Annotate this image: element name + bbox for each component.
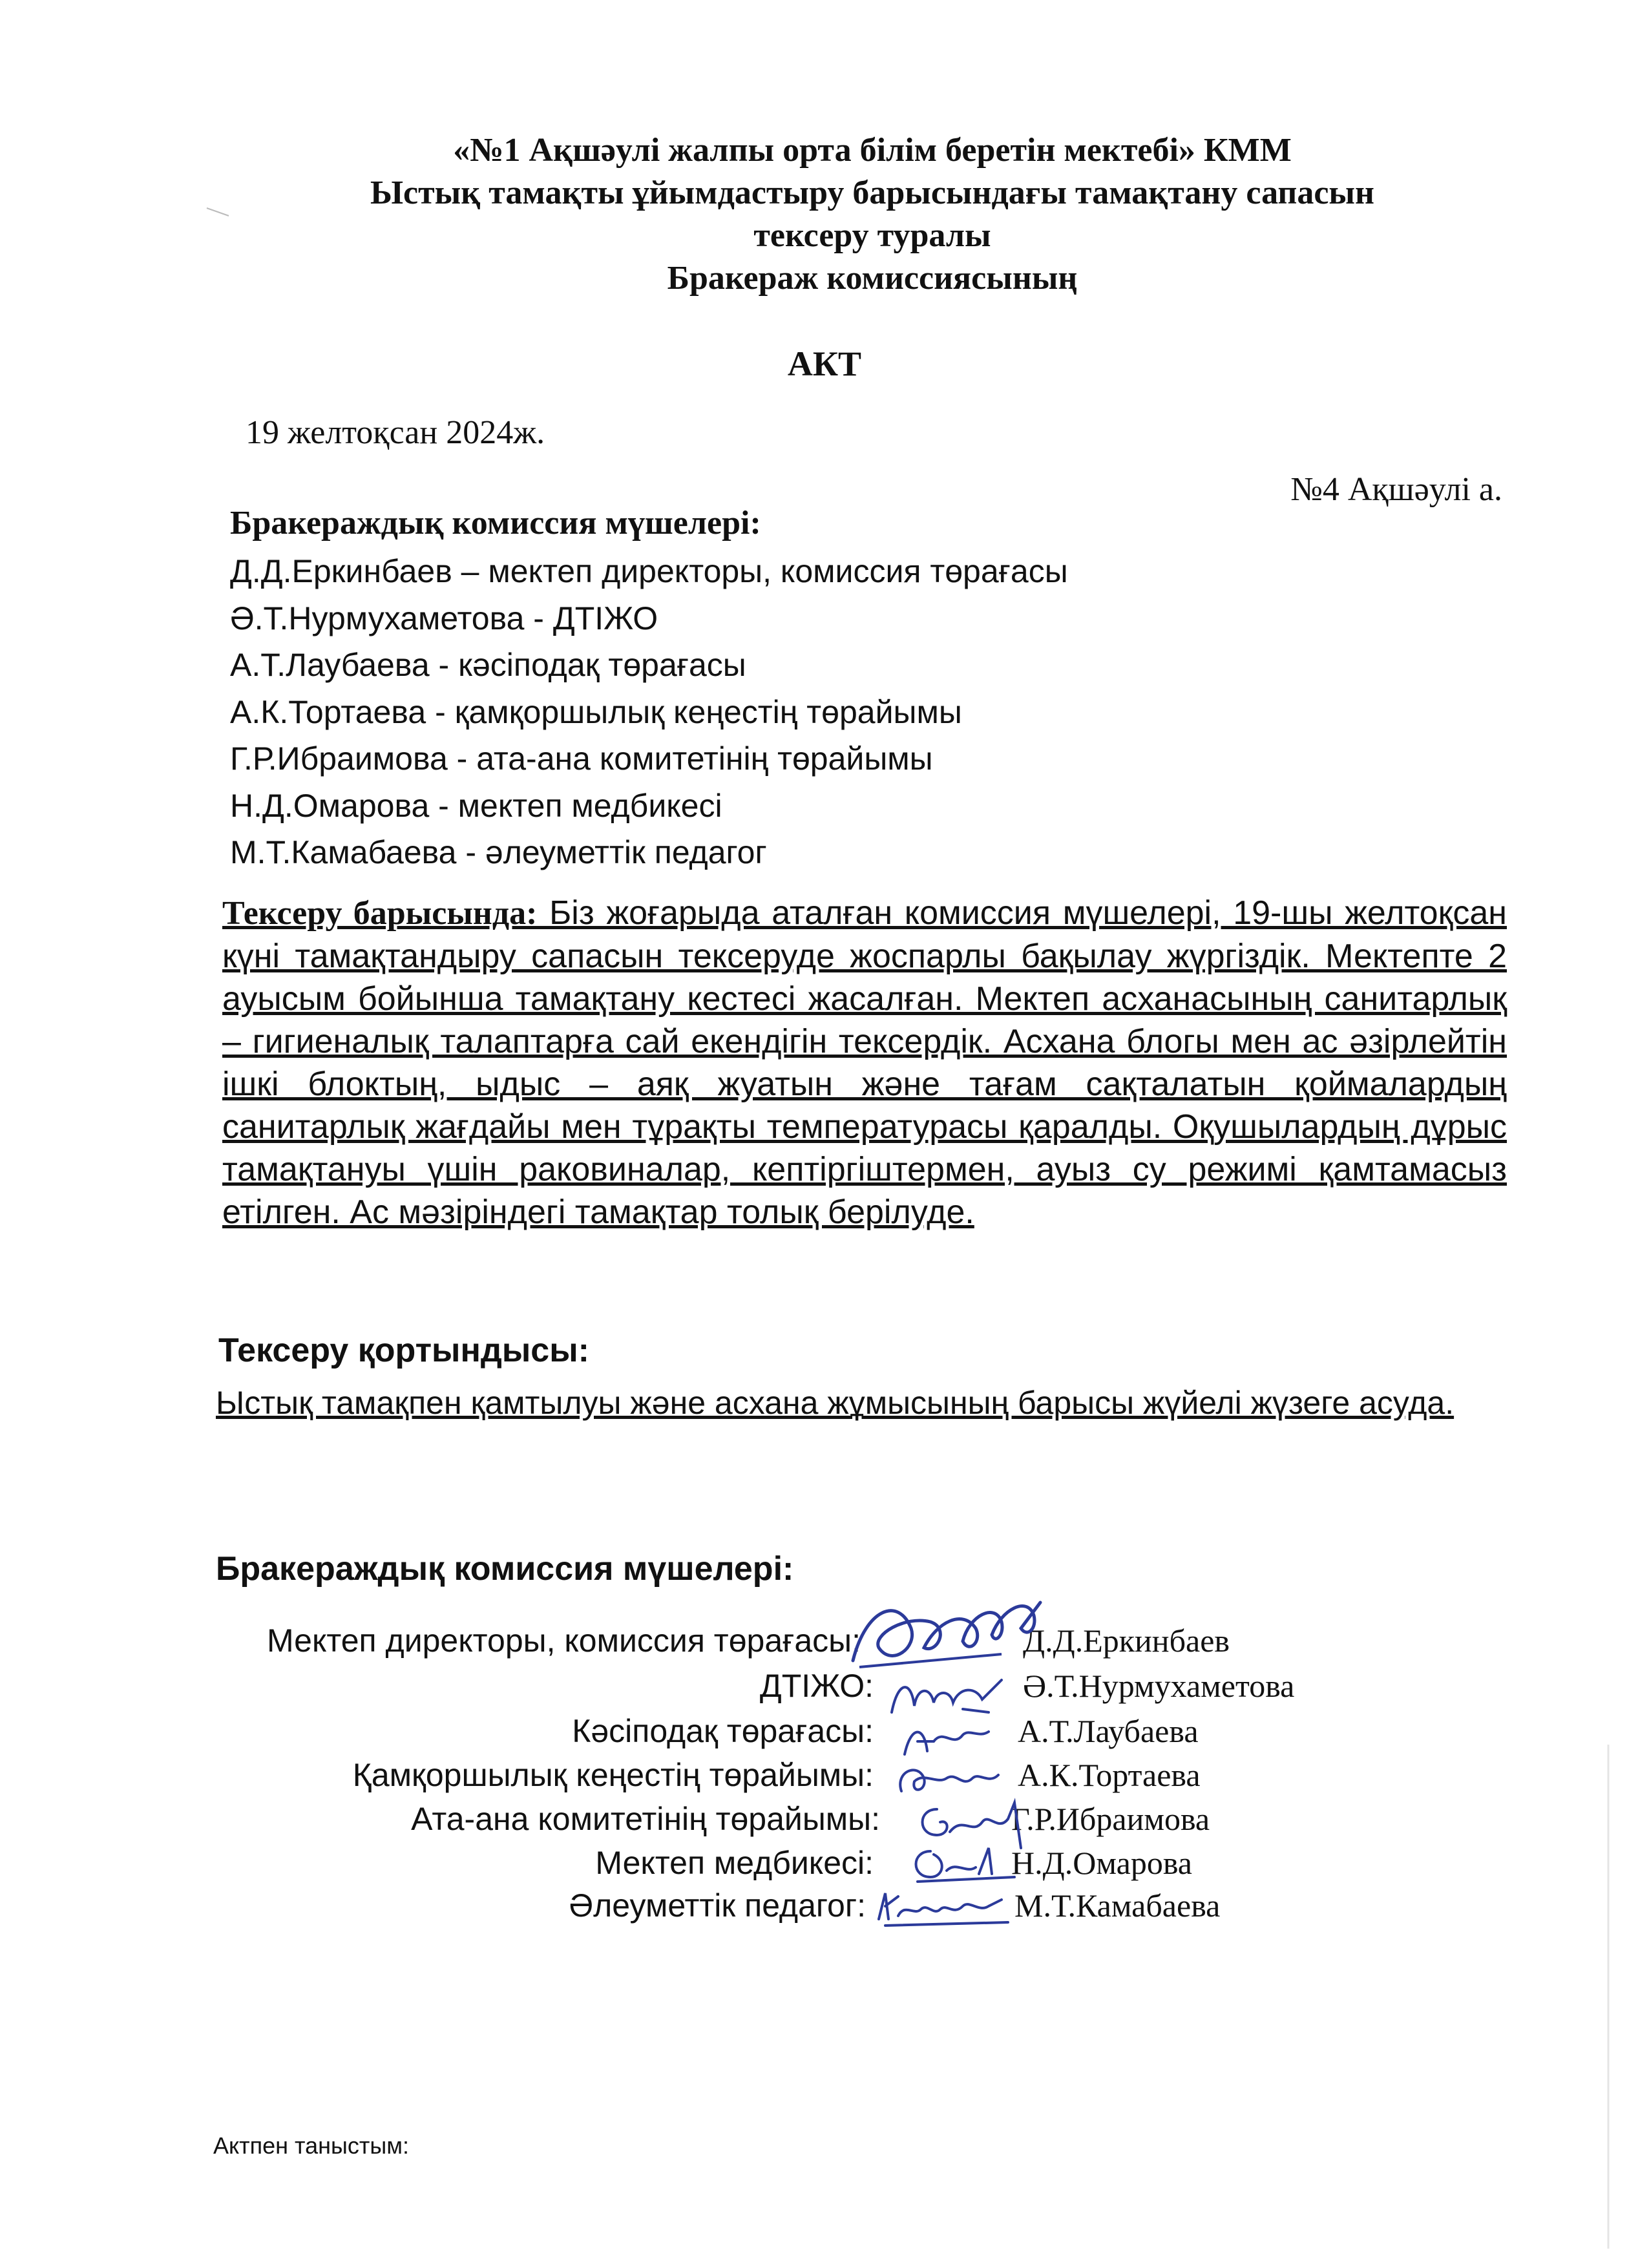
signature-mark [898, 1719, 995, 1764]
member-item: А.Т.Лаубаева - кәсіподақ төрағасы [230, 647, 746, 683]
signature-name: М.Т.Камабаева [1014, 1887, 1221, 1924]
members-title: Бракераждық комиссия мүшелері: [230, 505, 761, 541]
signature-mark [905, 1842, 1021, 1887]
signature-name: Ә.Т.Нурмухаметова [1023, 1668, 1295, 1704]
signature-name: А.К.Тортаева [1018, 1757, 1201, 1793]
act-title: АКТ [787, 344, 862, 383]
signature-row [0, 1800, 1649, 1843]
conclusion-title: Тексеру қортындысы: [218, 1332, 589, 1369]
members-list [230, 548, 1068, 876]
signature-mark [885, 1674, 1014, 1725]
signature-role: Ата-ана комитетінің төрайымы: [411, 1801, 880, 1837]
act-place: №4 Ақшәулі а. [1290, 471, 1502, 508]
header-line-3: тексеру туралы [753, 217, 991, 254]
footer-acquainted: Актпен таныстым: [213, 2132, 410, 2159]
member-item: Д.Д.Еркинбаев – мектеп директоры, комиссия төрағасы [230, 553, 1068, 589]
signature-row [0, 1844, 1649, 1887]
signature-mark [840, 1583, 1060, 1686]
member-item: Ә.Т.Нурмухаметова - ДТІЖО [230, 600, 658, 636]
header-line-1: «№1 Ақшәулі жалпы орта білім беретін мектебі» КММ [453, 132, 1292, 169]
signature-name: Д.Д.Еркинбаев [1023, 1622, 1230, 1659]
document-header [207, 129, 1538, 300]
signatures-title: Бракераждық комиссия мүшелері: [216, 1550, 794, 1588]
act-date: 19 желтоқсан 2024ж. [246, 414, 545, 451]
member-item: М.Т.Камабаева - әлеуметтік педагог [230, 834, 767, 870]
inspection-paragraph [222, 892, 1507, 1234]
signature-name: Н.Д.Омарова [1011, 1845, 1192, 1881]
member-item: Н.Д.Омарова - мектеп медбикесі [230, 787, 722, 824]
signature-row [0, 1712, 1649, 1755]
signature-row [0, 1667, 1649, 1710]
signature-row [0, 1756, 1649, 1799]
signature-row [0, 1622, 1649, 1664]
scan-edge-mark [1606, 1745, 1610, 2249]
signature-role: Қамқоршылық кеңестің төрайымы: [352, 1757, 874, 1793]
signature-role: Мектеп медбикесі: [595, 1845, 874, 1881]
header-line-4: Бракераж комиссиясының [667, 260, 1078, 297]
inspection-text: Біз жоғарыда аталған комиссия мүшелері, 19-шы желтоқсан күні тамақтандыру сапасын тексеруде жоспарлы бақылау жүргіздік. Мектепте 2 ауысым бойынша тамақтану кестесі жасалған. Мектеп асханасының санитарлық – гигиеналық талаптарға сай екендігін тексердік. Асхана блогы мен ас әзірлейтін ішкі блоктың, ыдыс – аяқ жуатын және тағам сақталатын қоймалардың санитарлық жағдайы мен тұрақты температурасы қаралды. Оқушылардың дұрыс тамақтануы үшін раковиналар, кептіргіштермен, ауыз су режимі қамтамасыз етілген. Ас мәзіріндегі тамақтар толық берілуде. [222, 894, 1507, 1231]
member-item: Г.Р.Ибраимова - ата-ана комитетінің төрайымы [230, 740, 933, 777]
inspection-lead: Тексеру барысында: [222, 895, 538, 932]
header-line-2: Ыстық тамақты ұйымдастыру барысындағы тамақтану сапасын [370, 174, 1374, 211]
member-item: А.К.Тортаева - қамқоршылық кеңестің төрайымы [230, 693, 962, 730]
signature-mark [872, 1887, 1014, 1932]
signature-name: А.Т.Лаубаева [1018, 1713, 1199, 1749]
signature-role: Әлеуметтік педагог: [569, 1887, 866, 1924]
signature-role: Кәсіподақ төрағасы: [572, 1713, 874, 1749]
signature-role: ДТІЖО: [759, 1668, 874, 1704]
signature-name: Г.Р.Ибраимова [1011, 1801, 1210, 1837]
conclusion-text: Ыстық тамақпен қамтылуы және асхана жұмысының барысы жүйелі жүзеге асуда. [216, 1385, 1455, 1421]
signature-role: Мектеп директоры, комиссия төрағасы: [266, 1622, 861, 1659]
signature-row [0, 1887, 1649, 1929]
